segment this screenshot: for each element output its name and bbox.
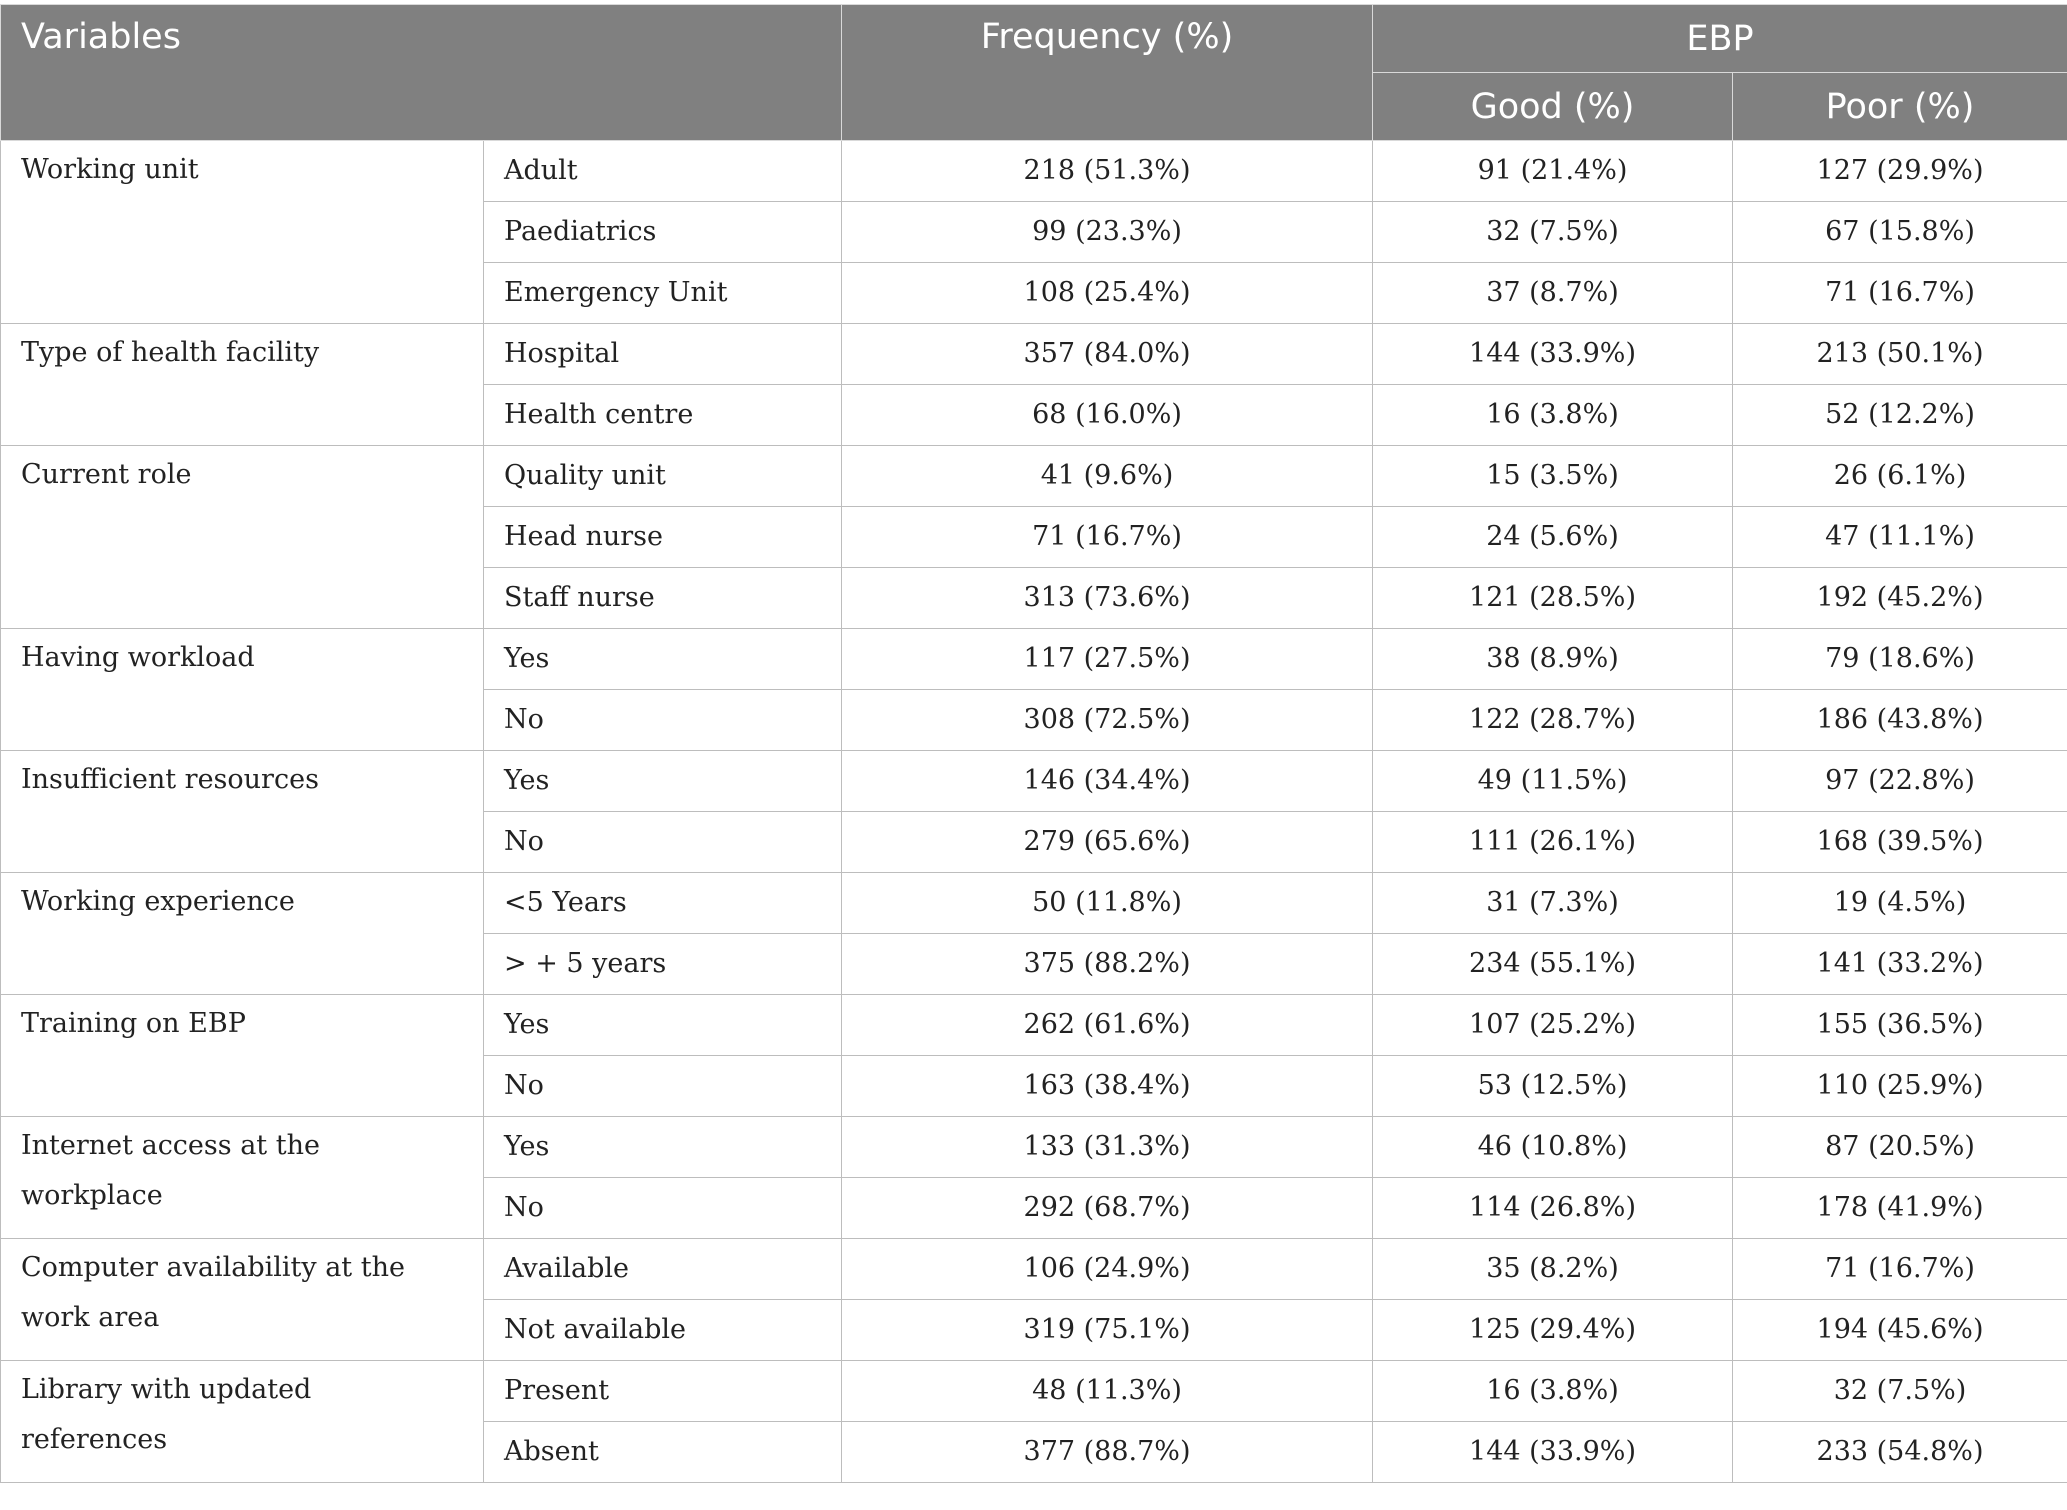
table-row [1,629,2067,690]
frequency-cell: 108 (25.4%) [842,263,1373,324]
table-body [1,141,2067,1483]
category-cell: > + 5 years [484,934,842,995]
variable-cell: Library with updated references [1,1361,484,1483]
frequency-cell: 41 (9.6%) [842,446,1373,507]
category-cell: Not available [484,1300,842,1361]
frequency-cell: 377 (88.7%) [842,1422,1373,1483]
good-cell: 15 (3.5%) [1373,446,1733,507]
category-cell: Quality unit [484,446,842,507]
good-cell: 122 (28.7%) [1373,690,1733,751]
good-cell: 144 (33.9%) [1373,1422,1733,1483]
frequency-cell: 133 (31.3%) [842,1117,1373,1178]
variable-cell: Computer availability at the work area [1,1239,484,1361]
poor-cell: 213 (50.1%) [1733,324,2067,385]
header-good: Good (%) [1373,73,1733,141]
poor-cell: 155 (36.5%) [1733,995,2067,1056]
poor-cell: 32 (7.5%) [1733,1361,2067,1422]
poor-cell: 168 (39.5%) [1733,812,2067,873]
header-ebp: EBP [1373,5,2067,73]
poor-cell: 26 (6.1%) [1733,446,2067,507]
ebp-factors-table [0,4,2067,1483]
good-cell: 53 (12.5%) [1373,1056,1733,1117]
variable-cell: Internet access at the workplace [1,1117,484,1239]
frequency-cell: 218 (51.3%) [842,141,1373,202]
poor-cell: 71 (16.7%) [1733,263,2067,324]
frequency-cell: 279 (65.6%) [842,812,1373,873]
poor-cell: 110 (25.9%) [1733,1056,2067,1117]
category-cell: No [484,1056,842,1117]
poor-cell: 194 (45.6%) [1733,1300,2067,1361]
table-row [1,751,2067,812]
category-cell: Emergency Unit [484,263,842,324]
category-cell: Health centre [484,385,842,446]
category-cell: No [484,1178,842,1239]
variable-cell: Current role [1,446,484,629]
category-cell: <5 Years [484,873,842,934]
table-row [1,324,2067,385]
category-cell: Adult [484,141,842,202]
category-cell: Yes [484,995,842,1056]
good-cell: 121 (28.5%) [1373,568,1733,629]
poor-cell: 192 (45.2%) [1733,568,2067,629]
good-cell: 46 (10.8%) [1373,1117,1733,1178]
table-row [1,141,2067,202]
variable-cell: Having workload [1,629,484,751]
good-cell: 111 (26.1%) [1373,812,1733,873]
poor-cell: 52 (12.2%) [1733,385,2067,446]
category-cell: Available [484,1239,842,1300]
frequency-cell: 68 (16.0%) [842,385,1373,446]
good-cell: 16 (3.8%) [1373,385,1733,446]
poor-cell: 141 (33.2%) [1733,934,2067,995]
poor-cell: 19 (4.5%) [1733,873,2067,934]
frequency-cell: 99 (23.3%) [842,202,1373,263]
good-cell: 91 (21.4%) [1373,141,1733,202]
category-cell: No [484,690,842,751]
variable-cell: Insufficient resources [1,751,484,873]
category-cell: Staff nurse [484,568,842,629]
good-cell: 125 (29.4%) [1373,1300,1733,1361]
poor-cell: 186 (43.8%) [1733,690,2067,751]
frequency-cell: 375 (88.2%) [842,934,1373,995]
variable-cell: Working experience [1,873,484,995]
poor-cell: 233 (54.8%) [1733,1422,2067,1483]
table-row [1,873,2067,934]
table-row [1,1117,2067,1178]
good-cell: 38 (8.9%) [1373,629,1733,690]
frequency-cell: 106 (24.9%) [842,1239,1373,1300]
good-cell: 234 (55.1%) [1373,934,1733,995]
frequency-cell: 163 (38.4%) [842,1056,1373,1117]
good-cell: 144 (33.9%) [1373,324,1733,385]
category-cell: Head nurse [484,507,842,568]
good-cell: 35 (8.2%) [1373,1239,1733,1300]
header-variables: Variables [1,5,842,141]
poor-cell: 127 (29.9%) [1733,141,2067,202]
frequency-cell: 146 (34.4%) [842,751,1373,812]
table-row [1,1361,2067,1422]
good-cell: 107 (25.2%) [1373,995,1733,1056]
frequency-cell: 319 (75.1%) [842,1300,1373,1361]
poor-cell: 87 (20.5%) [1733,1117,2067,1178]
good-cell: 114 (26.8%) [1373,1178,1733,1239]
category-cell: Present [484,1361,842,1422]
poor-cell: 71 (16.7%) [1733,1239,2067,1300]
poor-cell: 178 (41.9%) [1733,1178,2067,1239]
variable-cell: Training on EBP [1,995,484,1117]
frequency-cell: 292 (68.7%) [842,1178,1373,1239]
frequency-cell: 48 (11.3%) [842,1361,1373,1422]
frequency-cell: 262 (61.6%) [842,995,1373,1056]
category-cell: No [484,812,842,873]
good-cell: 37 (8.7%) [1373,263,1733,324]
frequency-cell: 308 (72.5%) [842,690,1373,751]
poor-cell: 79 (18.6%) [1733,629,2067,690]
good-cell: 32 (7.5%) [1373,202,1733,263]
table-row [1,995,2067,1056]
table-row [1,1239,2067,1300]
good-cell: 16 (3.8%) [1373,1361,1733,1422]
good-cell: 49 (11.5%) [1373,751,1733,812]
frequency-cell: 117 (27.5%) [842,629,1373,690]
poor-cell: 67 (15.8%) [1733,202,2067,263]
good-cell: 24 (5.6%) [1373,507,1733,568]
category-cell: Paediatrics [484,202,842,263]
table-row [1,446,2067,507]
category-cell: Yes [484,629,842,690]
category-cell: Yes [484,751,842,812]
category-cell: Yes [484,1117,842,1178]
poor-cell: 47 (11.1%) [1733,507,2067,568]
category-cell: Hospital [484,324,842,385]
poor-cell: 97 (22.8%) [1733,751,2067,812]
table-header [1,5,2067,141]
variable-cell: Working unit [1,141,484,324]
header-frequency: Frequency (%) [842,5,1373,141]
category-cell: Absent [484,1422,842,1483]
header-poor: Poor (%) [1733,73,2067,141]
frequency-cell: 50 (11.8%) [842,873,1373,934]
frequency-cell: 313 (73.6%) [842,568,1373,629]
good-cell: 31 (7.3%) [1373,873,1733,934]
variable-cell: Type of health facility [1,324,484,446]
frequency-cell: 357 (84.0%) [842,324,1373,385]
frequency-cell: 71 (16.7%) [842,507,1373,568]
